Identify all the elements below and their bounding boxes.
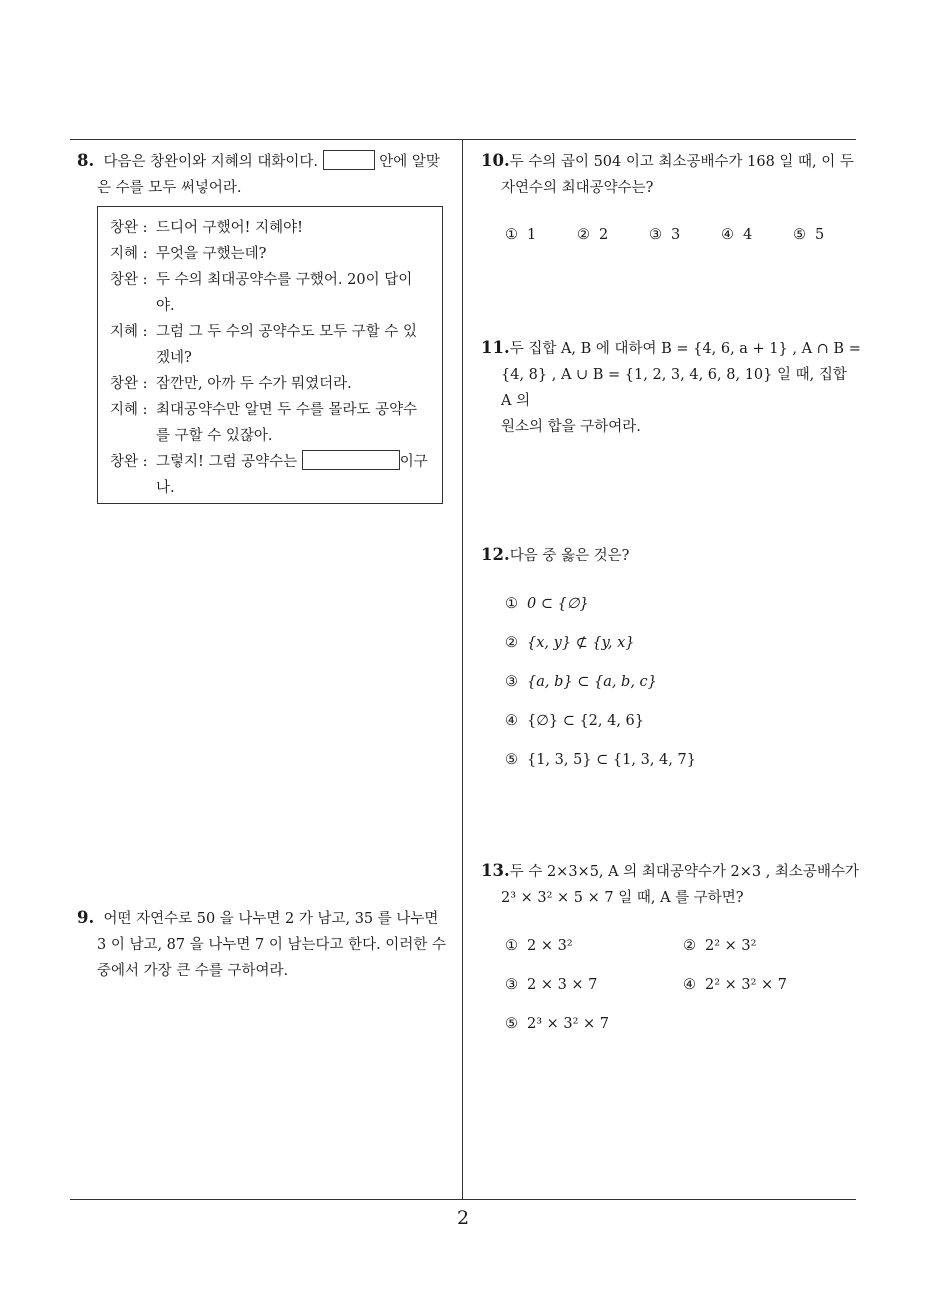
question-number: 10.: [481, 151, 510, 170]
question-text: 다음 중 옳은 것은?: [509, 548, 630, 564]
dialogue-line-continued: 야.: [156, 298, 175, 314]
dialogue-line: 지혜 : 그럼 그 두 수의 공약수도 모두 구할 수 있: [110, 324, 417, 340]
option-4[interactable]: ④ 2² × 3² × 7: [683, 977, 788, 993]
page-number: 2: [456, 1207, 470, 1229]
question-9: [77, 905, 459, 984]
question-text: 안에 알맞: [379, 154, 440, 170]
option-2[interactable]: ② 2² × 3²: [683, 938, 757, 954]
question-text: 두 집합 A, B 에 대하여 B = {4, 6, a + 1} , A ∩ B =: [509, 341, 861, 357]
column-divider: [462, 139, 463, 1200]
answer-blank[interactable]: [323, 150, 375, 170]
dialogue-box: [97, 206, 443, 504]
option-3[interactable]: ③ {a, b} ⊂ {a, b, c}: [505, 674, 657, 690]
option-5[interactable]: ⑤ 2³ × 3² × 7: [505, 1016, 610, 1032]
option-5[interactable]: ⑤ {1, 3, 5} ⊂ {1, 3, 4, 7}: [505, 752, 696, 768]
option-3[interactable]: ③ 2 × 3 × 7: [505, 977, 598, 993]
question-text: 두 수의 곱이 504 이고 최소공배수가 168 일 때, 이 두: [509, 154, 854, 170]
question-text: 원소의 합을 구하여라.: [501, 419, 641, 435]
question-text: {4, 8} , A ∪ B = {1, 2, 3, 4, 6, 8, 10} 일 때, 집합 A 의: [501, 367, 847, 409]
option-3[interactable]: ③ 3: [649, 227, 681, 243]
dialogue-line: 지혜 : 최대공약수만 알면 두 수를 몰라도 공약수: [110, 402, 418, 418]
bottom-rule: [70, 1199, 856, 1200]
dialogue-line: 창완 : 두 수의 최대공약수를 구했어. 20이 답이: [110, 272, 413, 288]
dialogue-line-continued: 나.: [156, 480, 175, 496]
question-11: [481, 335, 861, 440]
question-text: 2³ × 3² × 5 × 7 일 때, A 를 구하면?: [501, 890, 744, 906]
question-text: 3 이 남고, 87 을 나누면 7 이 남는다고 한다. 이러한 수: [97, 937, 446, 953]
question-text: 어떤 자연수로 50 을 나누면 2 가 남고, 35 를 나누면: [103, 911, 439, 927]
dialogue-line: 창완 : 드디어 구했어! 지혜야!: [110, 220, 303, 236]
dialogue-line: 창완 : 그렇지! 그럼 공약수는 이구: [110, 449, 440, 475]
question-number: 9.: [77, 908, 95, 927]
option-2[interactable]: ② 2: [577, 227, 609, 243]
question-13: [481, 858, 863, 911]
question-text: 자연수의 최대공약수는?: [501, 180, 654, 196]
top-rule: [70, 139, 856, 140]
option-1[interactable]: ① 0 ⊂ {∅}: [505, 596, 589, 612]
question-8: [77, 148, 457, 201]
question-12: [481, 542, 861, 569]
question-number: 13.: [481, 861, 510, 880]
question-text: 두 수 2×3×5, A 의 최대공약수가 2×3 , 최소공배수가: [509, 864, 859, 880]
option-4[interactable]: ④ {∅} ⊂ {2, 4, 6}: [505, 713, 645, 729]
option-5[interactable]: ⑤ 5: [793, 227, 825, 243]
question-text: 중에서 가장 큰 수를 구하여라.: [97, 963, 289, 979]
dialogue-line-continued: 를 구할 수 있잖아.: [156, 428, 273, 444]
option-1[interactable]: ① 2 × 3²: [505, 938, 573, 954]
option-1[interactable]: ① 1: [505, 227, 537, 243]
dialogue-line: 창완 : 잠깐만, 아까 두 수가 뭐였더라.: [110, 376, 352, 392]
option-2[interactable]: ② {x, y} ⊄ {y, x}: [505, 635, 635, 651]
question-number: 11.: [481, 338, 510, 357]
question-text: 다음은 창완이와 지혜의 대화이다.: [103, 154, 318, 170]
question-10: [481, 148, 861, 201]
dialogue-line: 지혜 : 무엇을 구했는데?: [110, 246, 267, 262]
question-number: 12.: [481, 545, 510, 564]
dialogue-line-continued: 겠네?: [156, 350, 192, 366]
answer-options: [505, 593, 845, 773]
answer-blank[interactable]: [302, 450, 400, 470]
answer-options: [505, 935, 845, 1035]
answer-options: [505, 224, 845, 246]
option-4[interactable]: ④ 4: [721, 227, 753, 243]
question-number: 8.: [77, 151, 95, 170]
question-text: 은 수를 모두 써넣어라.: [97, 180, 242, 196]
